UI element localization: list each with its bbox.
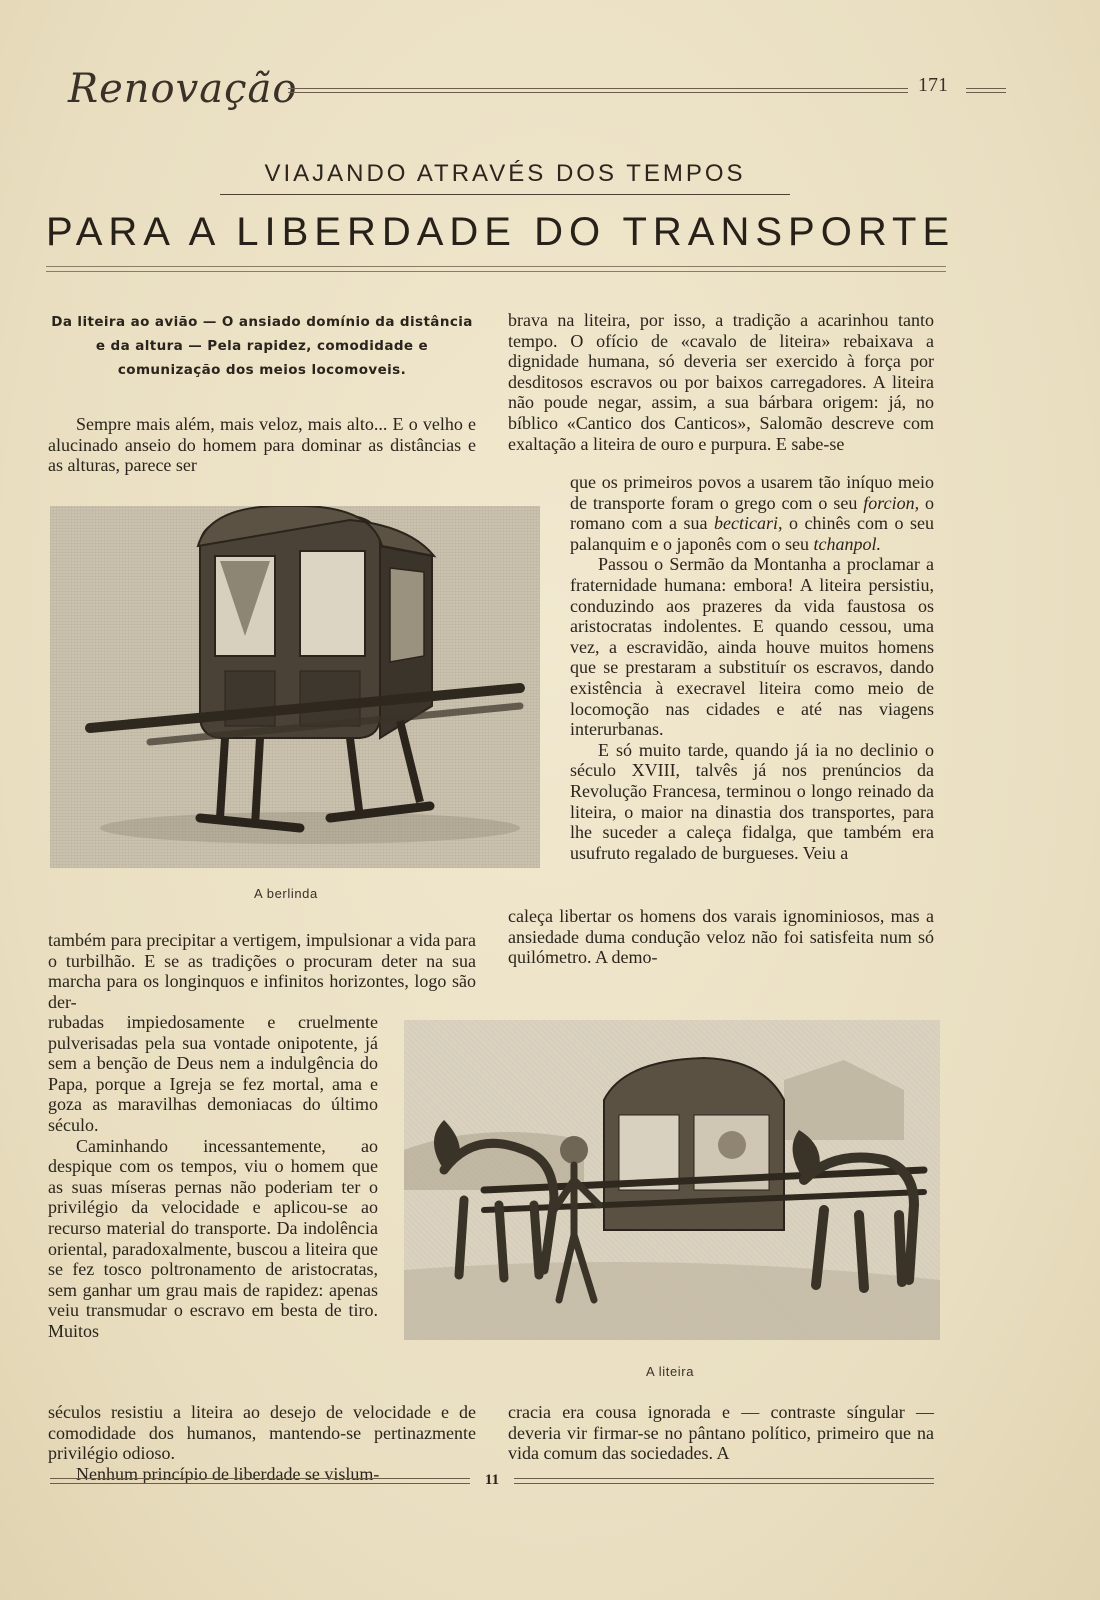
paragraph: rubadas impiedosamente e cruelmente pulverisadas pela sua vontade onipotente, já sem a benção de Deus nem a indulgência do Papa, porque a Igreja se fez mortal, ama e goza as maravilhas demoniacas do último século.: [48, 1012, 378, 1135]
page-number: 171: [918, 74, 948, 96]
column-1-mid: [48, 930, 476, 1012]
article-kicker: VIAJANDO ATRAVÉS DOS TEMPOS: [220, 160, 790, 195]
paragraph: séculos resistiu a liteira ao desejo de velocidade e de comodidade dos humanos, mantendo-se pertinazmente privilégio odioso.: [48, 1402, 476, 1464]
paragraph: caleça libertar os homens dos varais ignominiosos, mas a ansiedade duma condução veloz não foi satisfeita num só quilómetro. A demo-: [508, 906, 934, 968]
footer-rule: [514, 1478, 934, 1479]
masthead-rule: [966, 92, 1006, 93]
figure-caption: A liteira: [646, 1364, 695, 1379]
footer-rule: [50, 1483, 470, 1484]
column-2-after: [508, 906, 934, 968]
paragraph: Nenhum princípio de liberdade se vislum-: [76, 1463, 380, 1484]
paragraph: Sempre mais além, mais veloz, mais alto... E o velho e alucinado anseio do homem para dominar as distâncias e as alturas, parece ser: [48, 414, 476, 476]
paragraph: brava na liteira, por isso, a tradição a acarinhou tanto tempo. O ofício de «cavalo de liteira» rebaixava a dignidade humana, só deveria ser exercido à força por desditosos escravos ou por baixos carregadores. A liteira não poude negar, assim, a sua bárbara origem: já, no bíblico «Cantico dos Canticos», Salomão descreve com exaltação a liteira de ouro e purpura. E sabe-se: [508, 310, 934, 454]
footer-rule: [50, 1478, 470, 1479]
berlinda-illustration: [50, 506, 540, 868]
column-1-top: [48, 414, 476, 476]
paragraph: Caminhando incessantemente, ao despique com os tempos, viu o homem que as suas míseras pernas não poderiam ter o privilégio da velocidade e aplicou-se ao recurso material do transporte. Da indolência oriental, paradoxalmente, buscou a liteira que se fez tosco poltronamento de aristocratas, sem ganhar um grau mais de rapidez: apenas veiu transmudar o escravo em besta de tiro. Muitos: [48, 1135, 378, 1341]
footer-rule: [514, 1483, 934, 1484]
masthead-rule: [288, 88, 908, 89]
liteira-illustration: [404, 1020, 940, 1340]
horse-litter-drawing: [404, 1020, 940, 1340]
masthead: [60, 62, 950, 112]
paragraph: [570, 472, 934, 554]
paragraph: E só muito tarde, quando já ia no declinio o século XVIII, talvês já nos prenúncios da Revolução Francesa, terminou o longo reinado da liteira, o maior na dinastia dos transportes, para lhe suceder a caleça fidalga, que também era usufruto regalado de burgueses. Veiu a: [570, 739, 934, 863]
column-2-top: [508, 310, 934, 454]
column-1-bottom: [48, 1402, 476, 1484]
column-2-bottom: [508, 1402, 934, 1464]
article-headline: PARA A LIBERDADE DO TRANSPORTE: [46, 210, 956, 254]
masthead-rule: [288, 92, 908, 93]
masthead-title: Renovação: [68, 66, 298, 112]
masthead-rule: [966, 88, 1006, 89]
text-run: o romano com a sua: [570, 492, 934, 534]
sedan-chair-drawing: [50, 506, 540, 868]
italic-term: tchanpol.: [813, 533, 881, 554]
italic-term: forcion,: [863, 492, 920, 513]
paragraph: Passou o Sermão da Montanha a proclamar a fraternidade humana: embora! A liteira persistiu, conduzindo aos prazeres da vida faustosa os aristocratas indolentes. E quando cessou, uma vez, a escravidão, ainda houve muitos homens que se prestaram a substituír os escravos, dando existência à execravel liteira como meio de locomoção nas cidades e até nas viagens interurbanas.: [570, 554, 934, 740]
headline-rule: [46, 271, 946, 272]
article-lede: Da liteira ao avião — O ansiado domínio da distância e da altura — Pela rapidez, comodidade e comunização dos meios locomoveis.: [51, 314, 473, 378]
text-run: o chinês com o seu palanquim e o japonês com o seu: [570, 513, 934, 554]
text-run: que os primeiros povos a usarem tão iníquo meio de transporte foram o grego com o seu: [570, 472, 934, 513]
headline-rule: [46, 266, 946, 267]
footer-page-number: 11: [484, 1472, 500, 1488]
paragraph: também para precipitar a vertigem, impulsionar a vida para o turbilhão. E se as tradições o procuram deter na sua marcha para os longinquos e infinitos horizontes, logo são der-: [48, 930, 476, 1012]
column-2-narrow: [570, 472, 934, 863]
column-1-narrow: [48, 1012, 378, 1342]
italic-term: becticari,: [714, 513, 783, 534]
figure-caption: A berlinda: [254, 886, 318, 901]
paragraph: cracia era cousa ignorada e — contraste síngular — deveria vir firmar-se no pântano político, primeiro que na vida comum das sociedades. A: [508, 1402, 934, 1464]
